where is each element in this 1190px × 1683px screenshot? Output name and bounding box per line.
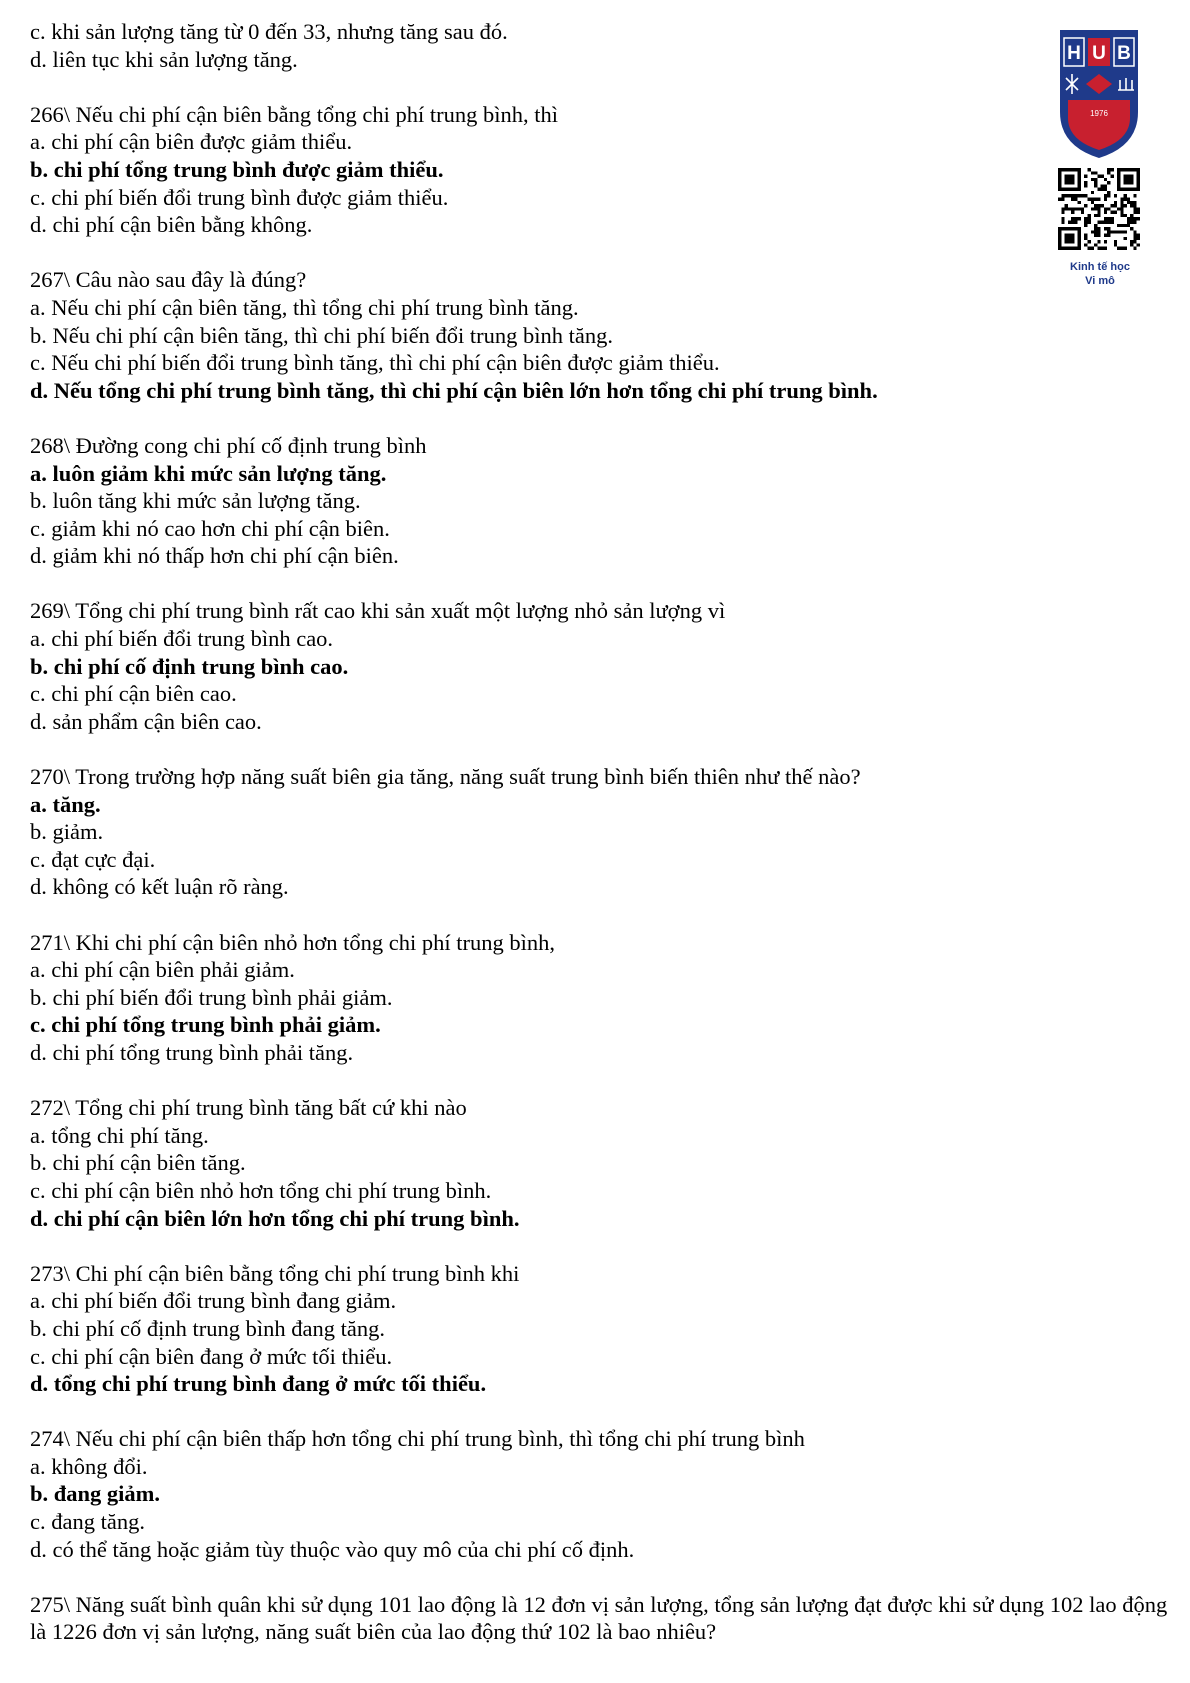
qr-module (1107, 191, 1110, 194)
qr-module (1097, 211, 1100, 214)
text-line: 270\ Trong trường hợp năng suất biên gia tăng, năng suất trung bình biến thiên như thế nào? (30, 764, 861, 790)
qr-module (1058, 198, 1061, 201)
qr-module (1114, 243, 1117, 246)
qr-module (1068, 220, 1071, 223)
qr-module (1104, 227, 1107, 230)
qr-module (1068, 194, 1071, 197)
logo-letter-h: H (1067, 43, 1081, 64)
answer-line-correct: a. luôn giảm khi mức sản lượng tăng. (30, 460, 387, 486)
qr-module (1133, 237, 1136, 240)
qr-module (1088, 168, 1091, 171)
qr-module (1133, 194, 1136, 197)
qr-module (1065, 194, 1068, 197)
qr-finder-center (1124, 175, 1134, 185)
qr-module (1068, 207, 1071, 210)
qr-module (1088, 198, 1091, 201)
text-line: b. luôn tăng khi mức sản lượng tăng. (30, 488, 361, 514)
qr-module (1104, 207, 1107, 210)
logo-letter-u: U (1092, 43, 1106, 64)
qr-module (1071, 198, 1074, 201)
qr-module (1091, 198, 1094, 201)
answer-line-correct: b. đang giảm. (30, 1481, 161, 1507)
text-line: b. chi phí cố định trung bình đang tăng. (30, 1315, 385, 1341)
qr-module (1110, 211, 1113, 214)
answer-line-correct: c. chi phí tổng trung bình phải giảm. (30, 1012, 381, 1038)
answer-line-correct: d. Nếu tổng chi phí trung bình tăng, thì chi phí cận biên lớn hơn tổng chi phí trung bình. (30, 377, 878, 403)
paragraph-gap (30, 73, 1170, 101)
qr-module (1084, 243, 1087, 246)
qr-module (1088, 214, 1091, 217)
qr-module (1120, 230, 1123, 233)
qr-module (1110, 230, 1113, 233)
qr-module (1091, 201, 1094, 204)
qr-module (1133, 207, 1136, 210)
qr-module (1133, 240, 1136, 243)
qr-module (1104, 188, 1107, 191)
qr-module (1130, 227, 1133, 230)
qr-module (1084, 184, 1087, 187)
qr-module (1114, 211, 1117, 214)
qr-module (1130, 240, 1133, 243)
qr-module (1094, 198, 1097, 201)
qr-module (1084, 224, 1087, 227)
answer-line-correct: a. tăng. (30, 791, 101, 817)
qr-module (1137, 211, 1140, 214)
qr-module (1107, 220, 1110, 223)
qr-module (1084, 237, 1087, 240)
qr-finder-center (1065, 234, 1075, 244)
qr-module (1124, 198, 1127, 201)
text-line: a. Nếu chi phí cận biên tăng, thì tổng chi phí trung bình tăng. (30, 294, 579, 320)
qr-module (1107, 181, 1110, 184)
qr-module (1104, 220, 1107, 223)
qr-module (1061, 217, 1064, 220)
qr-module (1104, 211, 1107, 214)
qr-module (1120, 211, 1123, 214)
text-line: d. không có kết luận rõ ràng. (30, 874, 289, 900)
subject-label-line2: Vi mô (1085, 275, 1115, 287)
qr-module (1084, 175, 1087, 178)
qr-module (1091, 207, 1094, 210)
text-line: c. chi phí cận biên đang ở mức tối thiểu. (30, 1343, 393, 1369)
text-line: c. đang tăng. (30, 1509, 145, 1535)
qr-module (1097, 247, 1100, 250)
qr-module (1110, 217, 1113, 220)
qr-module (1084, 181, 1087, 184)
paragraph-gap (30, 570, 1170, 598)
text-line: 269\ Tổng chi phí trung bình rất cao khi sản xuất một lượng nhỏ sản lượng vì (30, 598, 726, 624)
qr-module (1114, 204, 1117, 207)
text-line: d. chi phí tổng trung bình phải tăng. (30, 1039, 354, 1065)
qr-module (1110, 168, 1113, 171)
qr-module (1130, 204, 1133, 207)
qr-module (1120, 247, 1123, 250)
qr-module (1133, 230, 1136, 233)
qr-module (1071, 207, 1074, 210)
qr-module (1071, 211, 1074, 214)
qr-module (1127, 224, 1130, 227)
paragraph-gap (30, 1232, 1170, 1260)
paragraph-gap (30, 239, 1170, 267)
qr-module (1101, 188, 1104, 191)
qr-module (1084, 204, 1087, 207)
qr-module (1101, 184, 1104, 187)
qr-module (1137, 243, 1140, 246)
qr-module (1094, 171, 1097, 174)
qr-module (1120, 204, 1123, 207)
qr-module (1078, 207, 1081, 210)
paragraph-gap (30, 735, 1170, 763)
qr-module (1061, 220, 1064, 223)
qr-module (1137, 237, 1140, 240)
qr-module (1117, 224, 1120, 227)
qr-module (1094, 224, 1097, 227)
qr-module (1084, 234, 1087, 237)
qr-module (1101, 247, 1104, 250)
qr-module (1120, 224, 1123, 227)
qr-module (1117, 207, 1120, 210)
text-line: a. chi phí biến đổi trung bình đang giảm. (30, 1288, 397, 1314)
text-line: a. tổng chi phí tăng. (30, 1122, 209, 1148)
qr-module (1094, 207, 1097, 210)
qr-module (1133, 247, 1136, 250)
qr-module (1088, 240, 1091, 243)
qr-module (1124, 224, 1127, 227)
qr-module (1074, 220, 1077, 223)
qr-module (1078, 217, 1081, 220)
paragraph-gap (30, 901, 1170, 929)
qr-module (1107, 194, 1110, 197)
qr-module (1127, 220, 1130, 223)
paragraph-gap (30, 1563, 1170, 1591)
text-line: b. chi phí biến đổi trung bình phải giảm. (30, 984, 393, 1010)
qr-module (1107, 217, 1110, 220)
text-line: c. chi phí cận biên nhỏ hơn tổng chi phí trung bình. (30, 1177, 492, 1203)
qr-module (1124, 214, 1127, 217)
subject-label (1052, 260, 1148, 288)
qr-module (1104, 217, 1107, 220)
qr-module (1074, 198, 1077, 201)
text-line: a. chi phí cận biên phải giảm. (30, 957, 295, 983)
qr-module (1081, 211, 1084, 214)
qr-module (1104, 240, 1107, 243)
qr-module (1114, 230, 1117, 233)
text-line: 275\ Năng suất bình quân khi sử dụng 101 lao động là 12 đơn vị sản lượng, tổng sản lượng đạt được khi sử dụng 102 lao động là 1226 đơn vị sản lượng, năng suất biên của lao động thứ 102 là bao nhiêu? (30, 1591, 1168, 1645)
qr-module (1133, 234, 1136, 237)
document-body (30, 18, 1170, 1646)
paragraph-gap (30, 1398, 1170, 1426)
text-line: c. khi sản lượng tăng từ 0 đến 33, nhưng tăng sau đó. (30, 19, 508, 44)
text-line: a. chi phí biến đổi trung bình cao. (30, 626, 334, 652)
qr-module (1133, 211, 1136, 214)
text-line: d. liên tục khi sản lượng tăng. (30, 46, 298, 72)
text-line: a. không đổi. (30, 1453, 148, 1479)
qr-module (1094, 227, 1097, 230)
qr-module (1107, 207, 1110, 210)
qr-module (1097, 234, 1100, 237)
qr-module (1097, 214, 1100, 217)
qr-module (1094, 234, 1097, 237)
qr-module (1065, 207, 1068, 210)
qr-module (1124, 247, 1127, 250)
qr-module (1124, 237, 1127, 240)
qr-module (1133, 204, 1136, 207)
qr-module (1097, 198, 1100, 201)
qr-module (1097, 175, 1100, 178)
hub-logo (1058, 28, 1140, 160)
qr-module (1081, 207, 1084, 210)
qr-module (1097, 220, 1100, 223)
qr-module (1061, 198, 1064, 201)
qr-module (1133, 220, 1136, 223)
qr-module (1133, 201, 1136, 204)
qr-module (1088, 220, 1091, 223)
qr-module (1107, 171, 1110, 174)
text-line: 266\ Nếu chi phí cận biên bằng tổng chi phí trung bình, thì (30, 101, 559, 127)
qr-module (1074, 217, 1077, 220)
qr-module (1074, 194, 1077, 197)
qr-module (1130, 214, 1133, 217)
text-line: c. Nếu chi phí biến đổi trung bình tăng, thì chi phí cận biên được giảm thiểu. (30, 350, 720, 376)
qr-module (1120, 198, 1123, 201)
qr-module (1124, 204, 1127, 207)
qr-module (1130, 220, 1133, 223)
qr-code[interactable] (1058, 168, 1140, 250)
qr-module (1101, 175, 1104, 178)
text-line: c. giảm khi nó cao hơn chi phí cận biên. (30, 515, 390, 541)
qr-module (1137, 207, 1140, 210)
qr-module (1065, 204, 1068, 207)
qr-module (1061, 194, 1064, 197)
qr-module (1117, 247, 1120, 250)
qr-module (1097, 188, 1100, 191)
qr-module (1101, 204, 1104, 207)
qr-module (1074, 207, 1077, 210)
qr-module (1084, 194, 1087, 197)
qr-module (1084, 217, 1087, 220)
qr-module (1114, 240, 1117, 243)
text-line: a. chi phí cận biên được giảm thiểu. (30, 129, 353, 155)
text-line: d. giảm khi nó thấp hơn chi phí cận biên. (30, 543, 399, 569)
answer-line-correct: d. tổng chi phí trung bình đang ở mức tối thiểu. (30, 1371, 487, 1397)
qr-module (1114, 201, 1117, 204)
qr-module (1127, 217, 1130, 220)
text-line: c. đạt cực đại. (30, 846, 156, 872)
text-line: 273\ Chi phí cận biên bằng tổng chi phí trung bình khi (30, 1260, 520, 1286)
text-line: 272\ Tổng chi phí trung bình tăng bất cứ khi nào (30, 1095, 467, 1121)
qr-module (1061, 207, 1064, 210)
text-line: b. Nếu chi phí cận biên tăng, thì chi phí biến đổi trung bình tăng. (30, 322, 614, 348)
qr-module (1107, 168, 1110, 171)
text-line: c. chi phí biến đổi trung bình được giảm thiểu. (30, 184, 449, 210)
qr-module (1137, 234, 1140, 237)
qr-module (1071, 220, 1074, 223)
qr-module (1104, 178, 1107, 181)
qr-module (1097, 230, 1100, 233)
qr-module (1124, 230, 1127, 233)
text-line: 267\ Câu nào sau đây là đúng? (30, 267, 307, 293)
qr-module (1114, 194, 1117, 197)
qr-module (1104, 194, 1107, 197)
qr-module (1101, 220, 1104, 223)
qr-module (1107, 234, 1110, 237)
logo-letter-b: B (1117, 43, 1131, 64)
qr-module (1091, 230, 1094, 233)
text-line: b. chi phí cận biên tăng. (30, 1150, 246, 1176)
qr-module (1127, 201, 1130, 204)
text-line: d. sản phẩm cận biên cao. (30, 708, 262, 734)
qr-module (1094, 181, 1097, 184)
text-line: 268\ Đường cong chi phí cố định trung bình (30, 432, 427, 458)
qr-module (1127, 198, 1130, 201)
answer-line-correct: b. chi phí cố định trung bình cao. (30, 653, 349, 679)
qr-module (1094, 178, 1097, 181)
qr-finder-center (1065, 175, 1075, 185)
text-line: b. giảm. (30, 819, 104, 845)
qr-module (1078, 201, 1081, 204)
qr-module (1071, 217, 1074, 220)
qr-module (1130, 201, 1133, 204)
qr-module (1133, 217, 1136, 220)
qr-module (1104, 234, 1107, 237)
qr-module (1091, 247, 1094, 250)
qr-module (1107, 227, 1110, 230)
qr-module (1078, 194, 1081, 197)
qr-module (1130, 217, 1133, 220)
qr-module (1110, 204, 1113, 207)
answer-line-correct: d. chi phí cận biên lớn hơn tổng chi phí trung bình. (30, 1205, 520, 1231)
qr-module (1094, 230, 1097, 233)
qr-module (1097, 240, 1100, 243)
text-line: 274\ Nếu chi phí cận biên thấp hơn tổng chi phí trung bình, thì tổng chi phí trung bình (30, 1426, 805, 1452)
qr-module (1088, 217, 1091, 220)
qr-module (1110, 175, 1113, 178)
qr-module (1097, 227, 1100, 230)
qr-module (1104, 198, 1107, 201)
qr-module (1117, 230, 1120, 233)
qr-module (1061, 211, 1064, 214)
qr-module (1120, 201, 1123, 204)
qr-module (1110, 220, 1113, 223)
paragraph-gap (30, 404, 1170, 432)
qr-module (1088, 247, 1091, 250)
qr-module (1130, 243, 1133, 246)
qr-module (1120, 214, 1123, 217)
qr-module (1094, 243, 1097, 246)
qr-module (1137, 217, 1140, 220)
text-line: c. chi phí cận biên cao. (30, 681, 237, 707)
qr-module (1104, 247, 1107, 250)
qr-module (1107, 230, 1110, 233)
text-line: d. có thể tăng hoặc giảm tùy thuộc vào quy mô của chi phí cố định. (30, 1536, 635, 1562)
qr-module (1081, 194, 1084, 197)
qr-module (1084, 220, 1087, 223)
qr-module (1071, 194, 1074, 197)
answer-line-correct: b. chi phí tổng trung bình được giảm thiểu. (30, 156, 444, 182)
text-line: 271\ Khi chi phí cận biên nhỏ hơn tổng chi phí trung bình, (30, 929, 555, 955)
qr-module (1097, 207, 1100, 210)
qr-module (1091, 178, 1094, 181)
qr-module (1094, 184, 1097, 187)
text-line: d. chi phí cận biên bằng không. (30, 212, 313, 238)
qr-module (1094, 204, 1097, 207)
qr-module (1120, 207, 1123, 210)
qr-module (1091, 191, 1094, 194)
logo-year: 1976 (1090, 109, 1108, 118)
qr-module (1124, 194, 1127, 197)
paragraph-gap (30, 1067, 1170, 1095)
qr-module (1091, 171, 1094, 174)
qr-module (1097, 204, 1100, 207)
subject-label-line1: Kinh tế học (1070, 261, 1130, 273)
qr-module (1104, 184, 1107, 187)
qr-module (1094, 214, 1097, 217)
